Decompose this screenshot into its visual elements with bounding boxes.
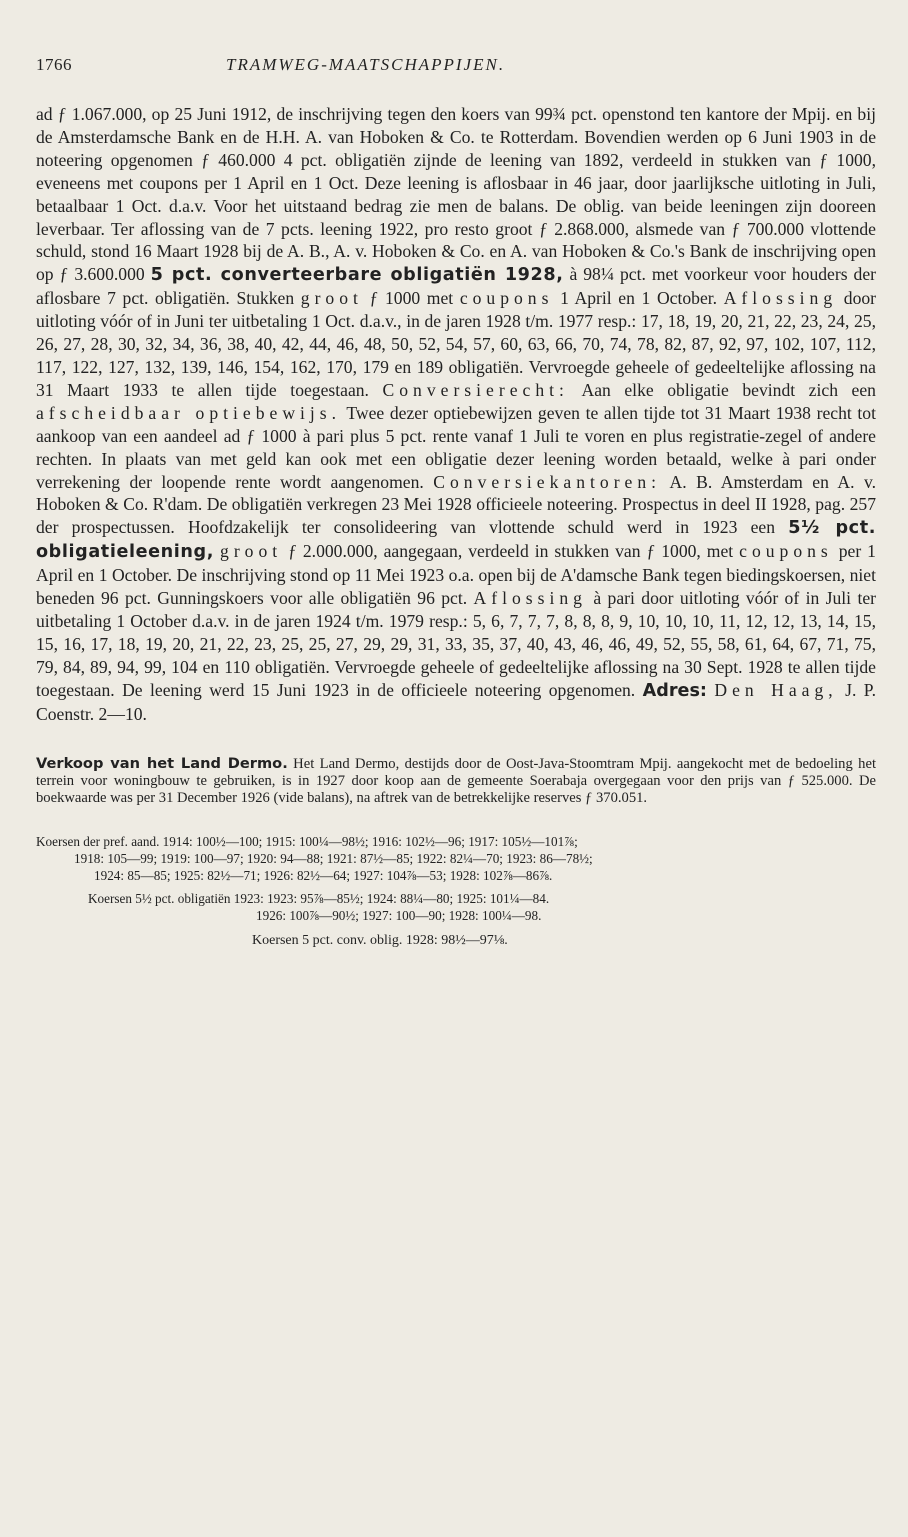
text-55-b: per 1 April en 1 October. De inschrijving stond op 11 Mei 1923 o.a. open bij de A'damsche Bank tegen biedingskoersen, niet beneden 96 pct. Gunningskoers voor alle obligatiën 96 pct. <box>36 541 876 609</box>
heading-55pct-obligatieleening: 5½ pct. obligatieleening, <box>36 518 877 563</box>
verkoop-paragraph <box>36 755 876 807</box>
koersen-oblig55-line-2: 1926: 100⅞—90½; 1927: 100—90; 1928: 100¼—98. <box>256 908 542 924</box>
verkoop-text: Het Land Dermo, destijds door de Oost-Java-Stoomtram Mpij. aangekocht met de bedoeling het terrein voor woningbouw te gebruiken, is in 1927 door koop aan de gemeente Soerabaja overgegaan voor den prijs van ƒ 525.000. De boekwaarde was per 31 December 1926 (vide balans), na aftrek van de betrekkelijke reserves ƒ 370.051. <box>36 756 876 807</box>
label-aflossing-2: Aflossing <box>473 588 587 609</box>
label-adres: Adres: <box>642 680 707 701</box>
label-coupons: coupons <box>459 288 554 309</box>
text-5pct-b: ƒ 1000 met <box>369 288 454 309</box>
text-5pct-f: Twee dezer optiebewijzen geven te allen tijde tot 31 Maart 1938 recht tot aankoop van een aandeel ad ƒ 1000 à pari plus 5 pct. rente vanaf 1 Juli te voren en plus registratie-zegel of andere rechten. In plaats van met geld kan ook met een obligatie dezer leening worden betaald, welke à pari onder verrekening der loopende rente wordt aangenomen. <box>36 402 876 492</box>
label-den-haag: Den Haag, <box>714 679 838 700</box>
adres-value: J. P. Coenstr. 2—10. <box>36 679 877 724</box>
verkoop-heading: Verkoop van het Land Dermo. <box>36 755 288 773</box>
label-optiebewijs: afscheidbaar optiebewijs. <box>36 402 342 423</box>
koersen-pref-line-3: 1924: 85—85; 1925: 82½—71; 1926: 82½—64; 1927: 104⅞—53; 1928: 102⅞—86⅞. <box>94 868 553 884</box>
section-gap <box>36 725 876 755</box>
page-number: 1766 <box>36 55 72 74</box>
koersen-oblig55-line-1: Koersen 5½ pct. obligatiën 1923: 1923: 95⅞—85½; 1924: 88¼—80; 1925: 101¼—84. <box>88 891 550 907</box>
text-5pct-d: door uitloting vóór of in Juni ter uitbetaling 1 Oct. d.a.v., in de jaren 1928 t/m. 1977 resp.: 17, 18, 19, 20, 21, 22, 23, 24, 25, 26, 27, 28, 30, 32, 34, 36, 38, 40, 42, 44, 46, 48, 50, 52, 54, 57, 60, 63, 66, 70, 74, 78, 82, 87, 92, 97, 102, 107, 112, 117, 122, 127, 132, 139, 146, 154, 162, 170, 179 en 189 obligatiën. Vervroegde geheele of gedeeltelijke aflossing na 31 Maart 1933 te allen tijde toegestaan. <box>36 288 877 400</box>
label-groot-2: groot <box>220 541 283 562</box>
label-coupons-2: coupons <box>739 541 833 562</box>
intro-paragraph: ad ƒ 1.067.000, op 25 Juni 1912, de inschrijving tegen den koers van 99¾ pct. openstond ten kantore der Mpij. en bij de Amsterdamsche Bank en de H.H. A. van Hoboken & Co. te Rotterdam. Bovendien werden op 6 Juni 1903 in de noteering opgenomen ƒ 460.000 4 pct. obligatiën zijnde de leening van 1892, verdeeld in stukken van ƒ 1000, eveneens met coupons per 1 April en 1 Oct. Deze leening is aflosbaar in 46 jaar, door jaarlijksche uitloting in Juli, betaalbaar 1 Oct. d.a.v. Voor het uitstaand bedrag zie men de balans. De oblig. van beide leeningen zijn dooreen leverbaar. Ter aflossing van de 7 pcts. leening 1922, pro resto groot ƒ 2.868.000, alsmede van ƒ 700.000 vlottende schuld, stond 16 Maart 1928 bij de A. B., A. v. Hoboken & Co. en A. van Hoboken & Co.'s Bank de inschrijving open op ƒ 3.600.000 <box>36 104 876 285</box>
main-body <box>36 103 876 725</box>
running-title: TRAMWEG-MAATSCHAPPIJEN. <box>226 55 506 74</box>
text-55-c: à pari door uitloting vóór of in Juli ter uitbetaling 1 October d.a.v. in de jaren 1924 t/m. 1979 resp.: 5, 6, 7, 7, 7, 8, 8, 8, 9, 10, 10, 10, 11, 12, 12, 13, 14, 15, 15, 16, 17, 18, 19, 20, 21, 22, 23, 25, 25, 27, 29, 29, 31, 33, 35, 37, 40, 43, 46, 46, 49, 52, 55, 58, 61, 64, 67, 71, 75, 79, 84, 89, 94, 99, 104 en 110 obligatiën. Vervroegde geheele of gedeeltelijke aflossing na 30 Sept. 1928 te allen tijde toegestaan. De leening werd 15 Juni 1923 in de officieele noteering opgenomen. <box>36 588 877 700</box>
label-conversierecht: Conversierecht: <box>382 379 569 400</box>
label-conversiekantoren: Conversiekantoren: <box>433 471 662 492</box>
label-aflossing: Aflossing <box>723 288 838 309</box>
text-55-a: ƒ 2.000.000, aangegaan, verdeeld in stukken van ƒ 1000, met <box>288 541 734 562</box>
label-groot: groot <box>300 288 363 309</box>
koersen-conv-line: Koersen 5 pct. conv. oblig. 1928: 98½—97⅛. <box>252 933 508 949</box>
text-5pct-c: 1 April en 1 October. <box>560 288 718 309</box>
heading-5pct-obligaties: 5 pct. converteerbare obligatiën 1928, <box>150 265 564 286</box>
text-5pct-g: A. B. Amsterdam en A. v. Hoboken & Co. R'dam. De obligatiën verkregen 23 Mei 1928 officieele noteering. Prospectus in deel II 1928, pag. 257 der prospectussen. Hoofdzakelijk ter consolideering van vlottende schuld werd in 1923 een <box>36 471 876 538</box>
koersen-pref-line-1: Koersen der pref. aand. 1914: 100½—100; 1915: 100¼—98½; 1916: 102½—96; 1917: 105½—101⅞; <box>36 834 578 850</box>
page <box>36 55 876 949</box>
koersen-pref-line-2: 1918: 105—99; 1919: 100—97; 1920: 94—88; 1921: 87½—85; 1922: 82¼—70; 1923: 86—78½; <box>74 851 593 867</box>
text-5pct-e: Aan elke obligatie bevindt zich een <box>581 379 876 400</box>
text-5pct-a: à 98¼ pct. met voorkeur voor houders der aflosbare 7 pct. obligatiën. <box>36 264 877 309</box>
koersen-block <box>36 833 876 949</box>
label-stukken: Stukken <box>236 288 295 309</box>
page-header <box>36 55 876 75</box>
